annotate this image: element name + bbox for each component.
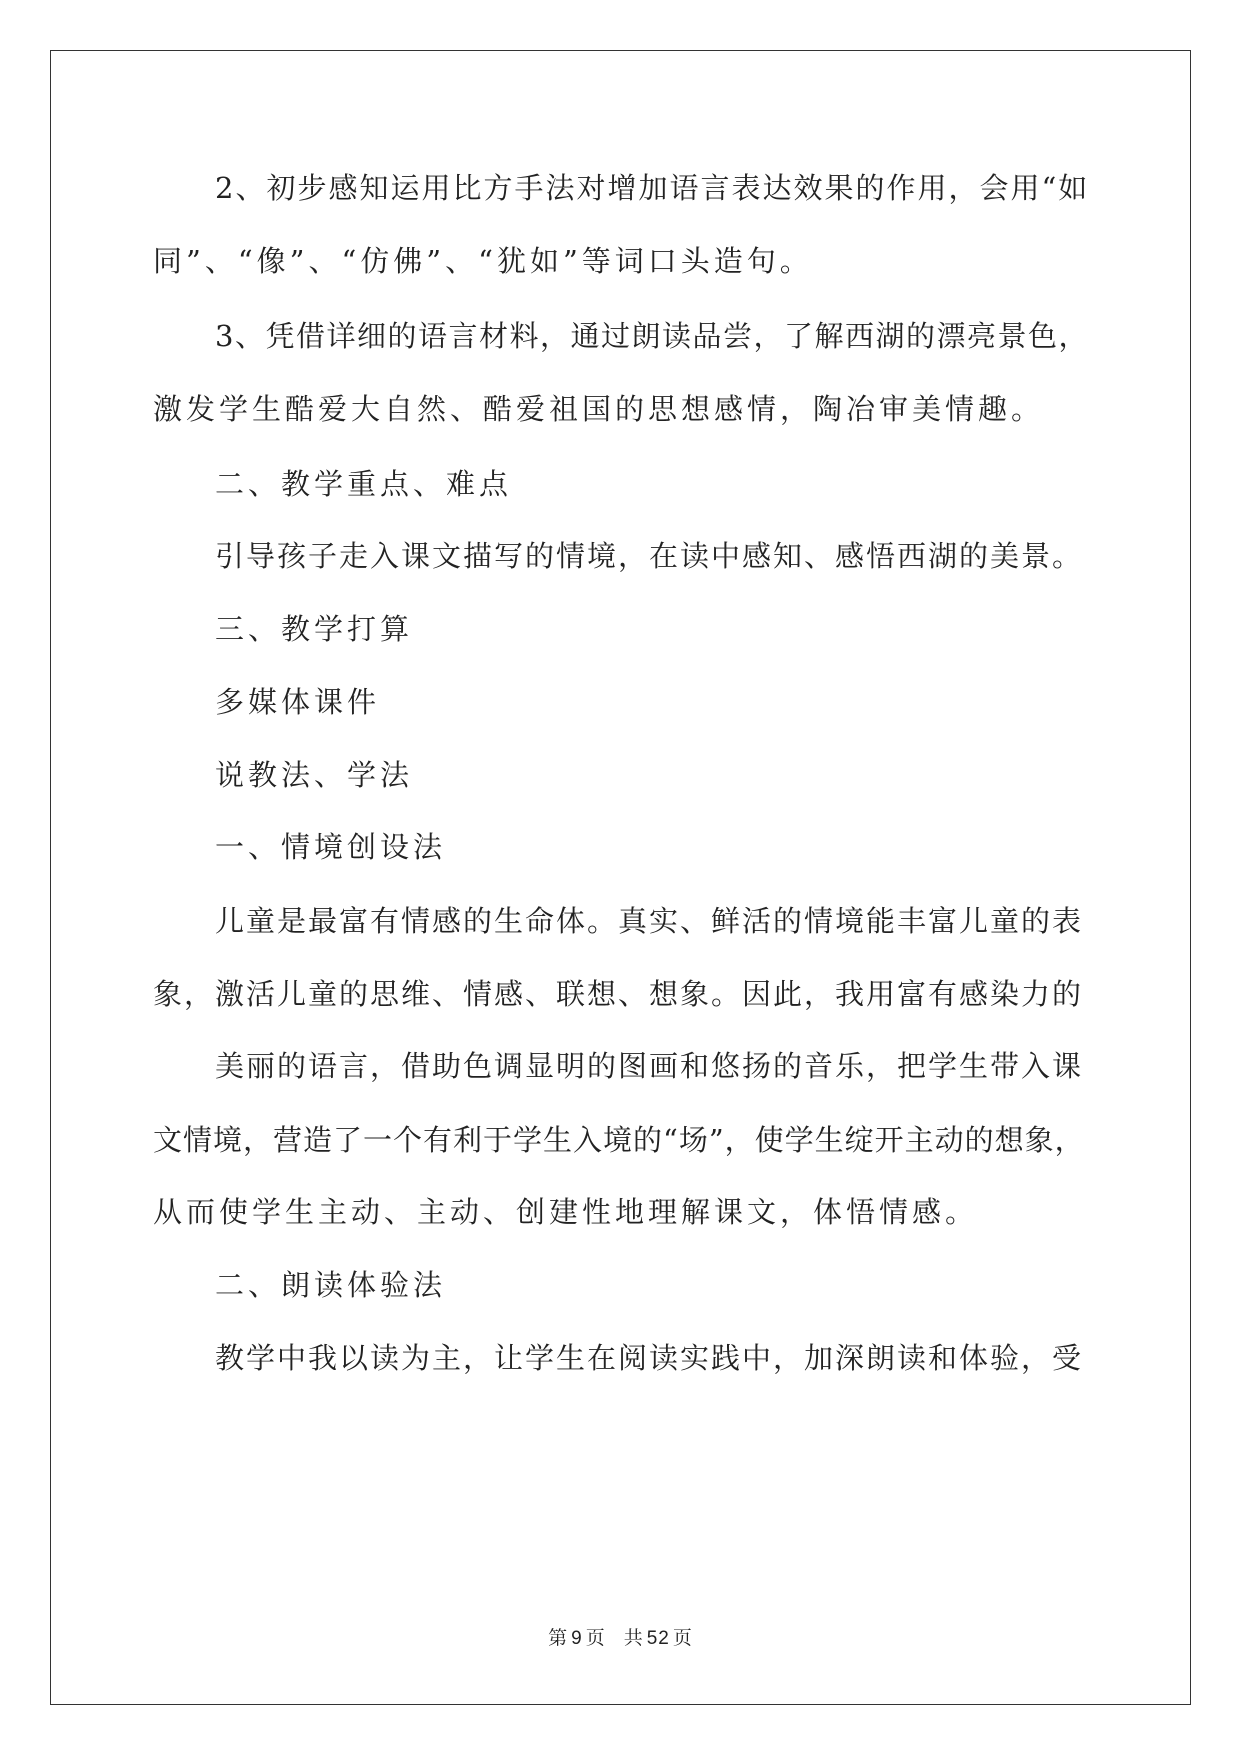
section-heading: 说教法、学法 [215, 758, 414, 792]
text-line: 文情境，营造了一个有利于学生入境的“场”，使学生绽开主动的想象， [153, 1123, 1085, 1157]
total-prefix: 共 [623, 1628, 644, 1649]
text-line: 2、初步感知运用比方手法对增加语言表达效果的作用，会用“如 [215, 171, 1090, 205]
page-border [50, 50, 1191, 1705]
page-footer [0, 1623, 1241, 1650]
text-line: 儿童是最富有情感的生命体。真实、鲜活的情境能丰富儿童的表 [215, 904, 1084, 938]
page-number: 9 [571, 1628, 583, 1649]
text-line: 教学中我以读为主，让学生在阅读实践中，加深朗读和体验，受 [215, 1341, 1084, 1375]
text-line: 同”、“像”、“仿佛”、“犹如”等词口头造句。 [153, 244, 813, 278]
section-heading: 二、朗读体验法 [215, 1268, 447, 1302]
text-line: 多媒体课件 [215, 685, 381, 719]
section-heading: 一、情境创设法 [215, 830, 447, 864]
text-line: 3、凭借详细的语言材料，通过朗读品尝，了解西湖的漂亮景色， [215, 319, 1089, 353]
section-heading: 三、教学打算 [215, 612, 414, 646]
total-pages: 52 [646, 1628, 670, 1649]
section-heading: 二、教学重点、难点 [215, 467, 513, 501]
text-line: 象，激活儿童的思维、情感、联想、想象。因此，我用富有感染力的 [153, 977, 1084, 1011]
text-line: 引导孩子走入课文描写的情境，在读中感知、感悟西湖的美景。 [215, 539, 1084, 573]
text-line: 美丽的语言，借助色调显明的图画和悠扬的音乐，把学生带入课 [215, 1049, 1084, 1083]
total-suffix: 页 [672, 1628, 693, 1649]
text-line: 从而使学生主动、主动、创建性地理解课文，体悟情感。 [153, 1195, 979, 1229]
text-line: 激发学生酷爱大自然、酷爱祖国的思想感情，陶冶审美情趣。 [153, 392, 1045, 426]
page-suffix: 页 [585, 1628, 606, 1649]
page-prefix: 第 [548, 1628, 569, 1649]
